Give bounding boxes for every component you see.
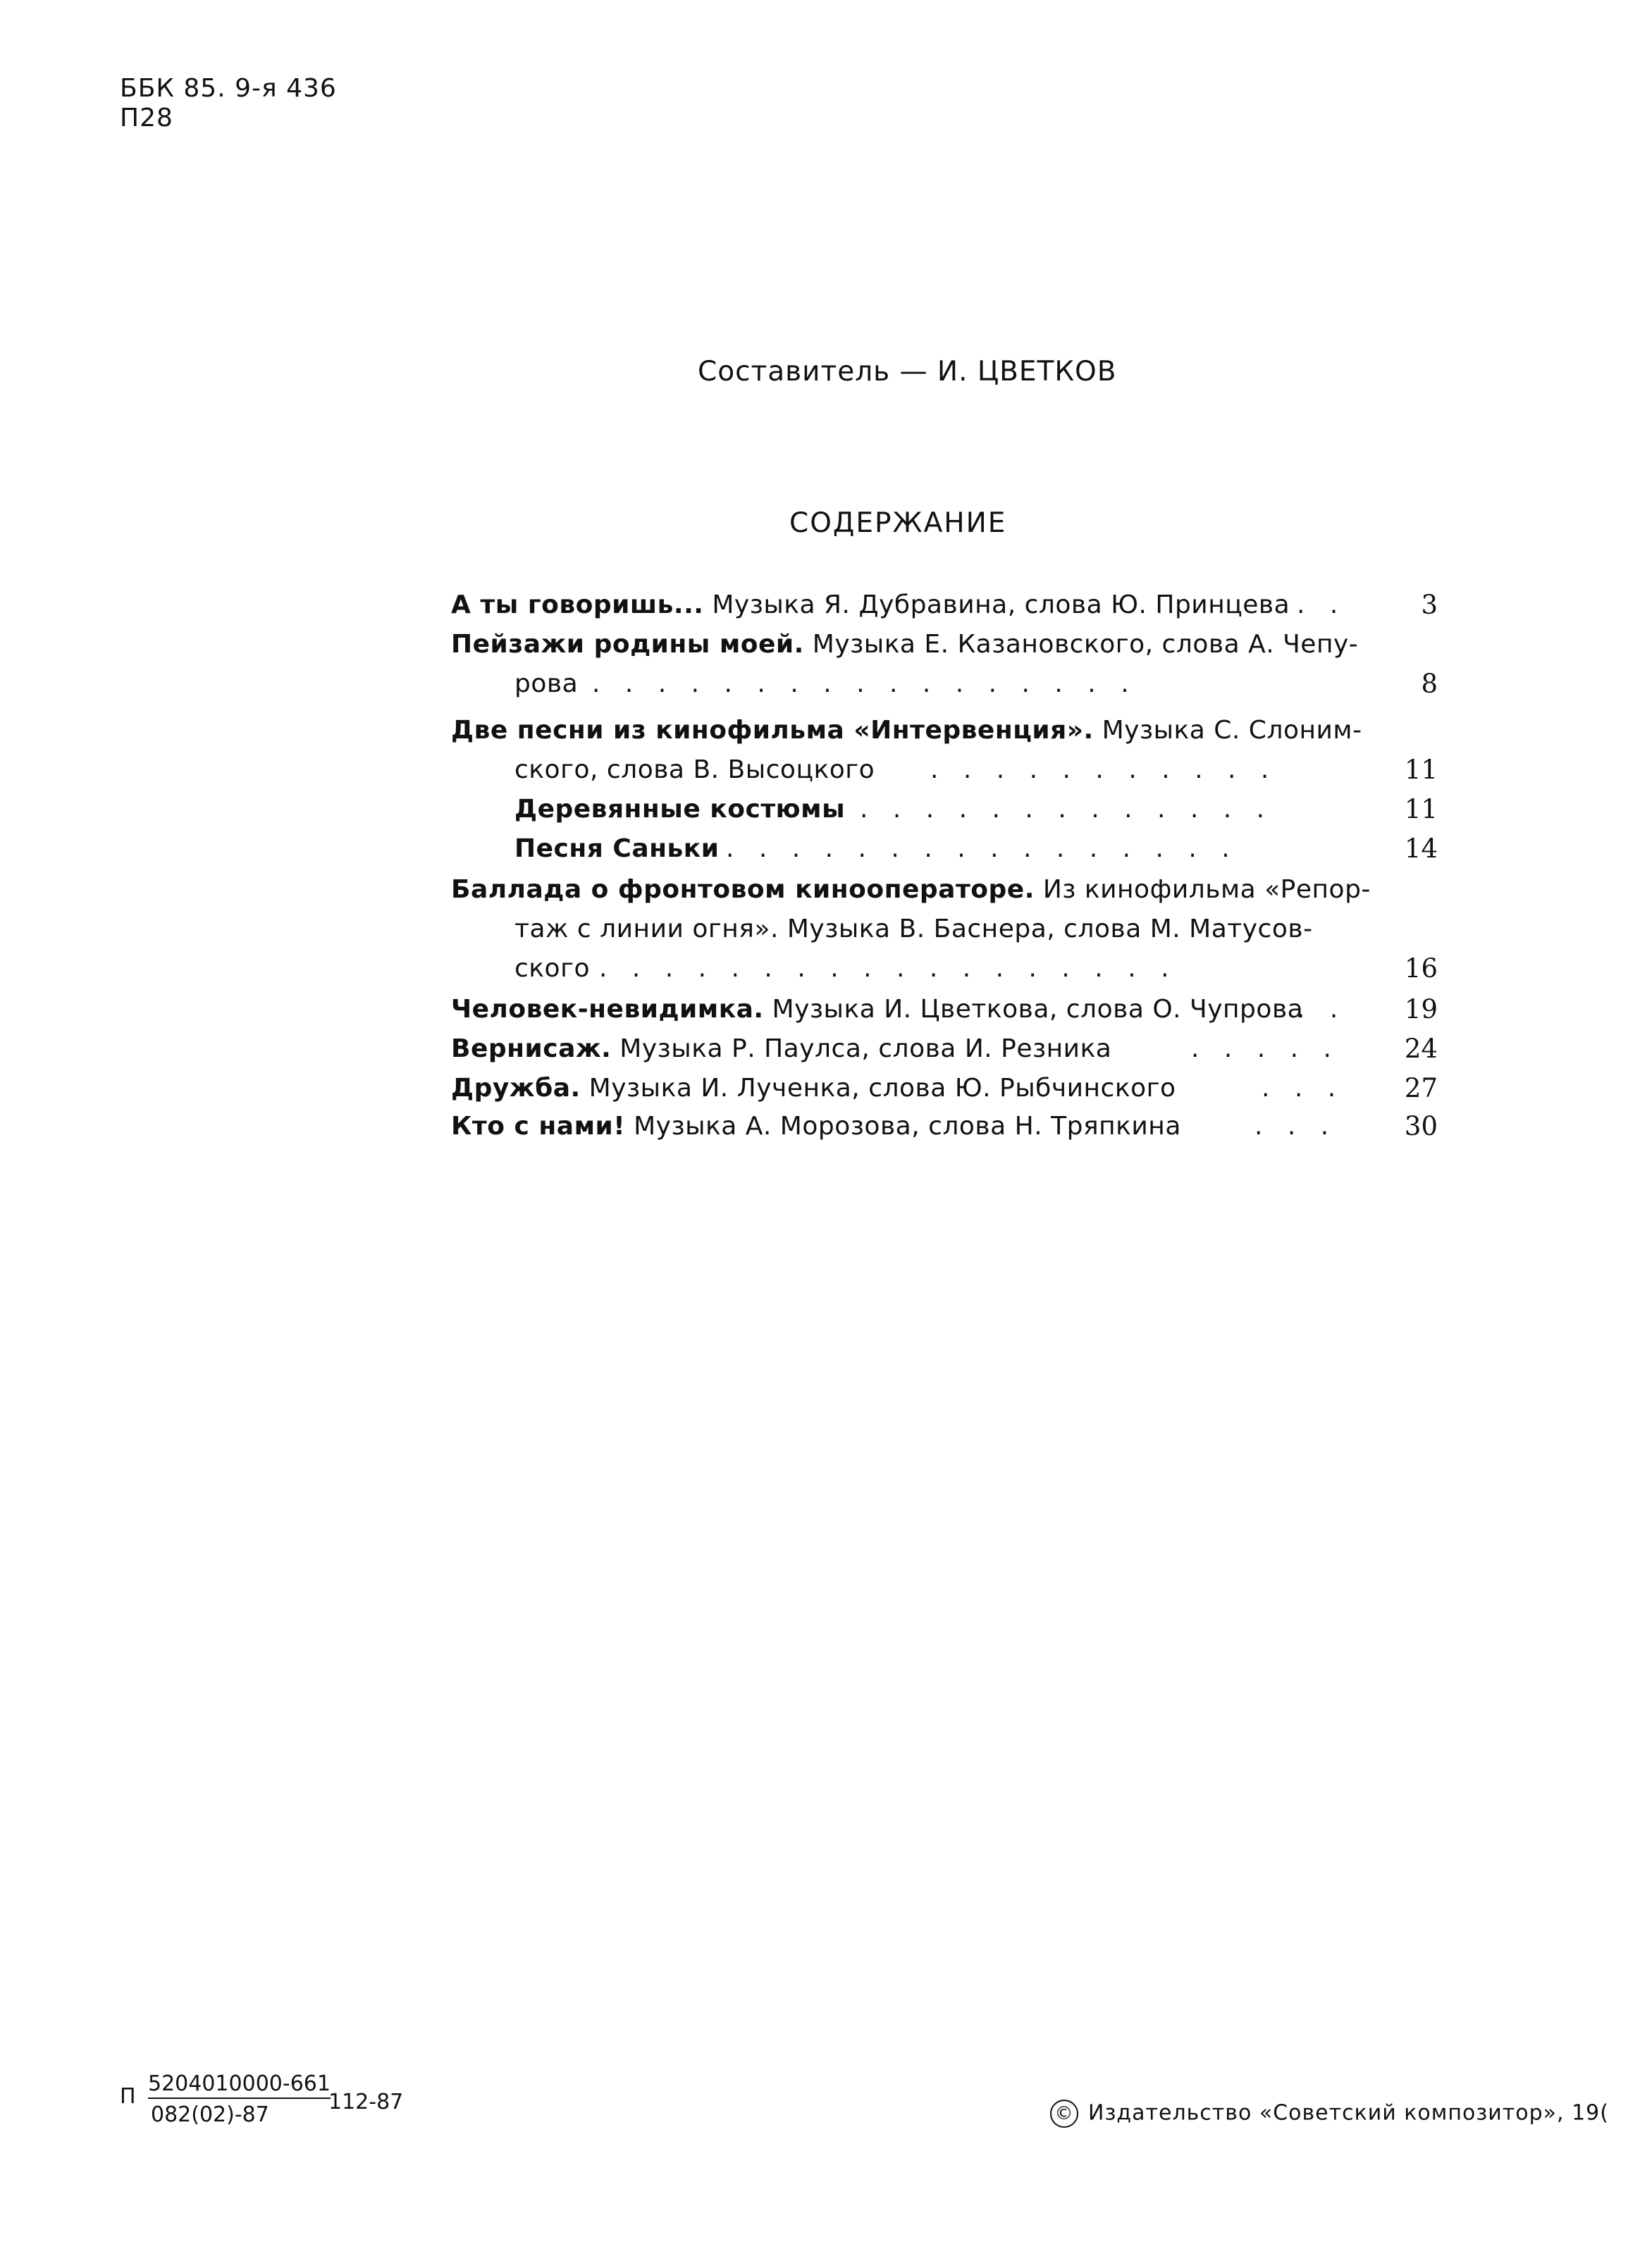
toc-entry-credits: Музыка А. Морозова, слова Н. Тряпкина	[625, 1112, 1181, 1141]
copyright-text: Издательство «Советский композитор», 19(	[1088, 2100, 1609, 2126]
toc-leader-dots: . . .	[1254, 1112, 1338, 1141]
toc-leader-dots: . . . . . . . . . . . . . . . . .	[592, 669, 1137, 698]
toc-page-number: 14	[1404, 834, 1438, 864]
contents-heading: СОДЕРЖАНИЕ	[789, 507, 1007, 539]
toc-leader-dots: . . .	[1262, 1074, 1345, 1103]
publisher-code-denominator: 082(02)-87	[151, 2102, 269, 2127]
toc-leader-dots: . . . . .	[1191, 1034, 1340, 1063]
toc-page-number: 16	[1404, 953, 1438, 984]
toc-entry-title: Дружба.	[451, 1074, 581, 1103]
toc-page-number: 3	[1421, 590, 1438, 620]
publisher-code-prefix: П	[120, 2084, 136, 2109]
toc-entry-continuation	[451, 665, 1438, 703]
toc-entry-credits: таж с линии огня». Музыка В. Баснера, слова М. Матусов-	[514, 915, 1313, 943]
toc-entry	[451, 1108, 1438, 1146]
bbk-line-1: ББК 85. 9-я 436	[120, 74, 337, 103]
toc-leader-dots: . . . . . . . . . . . . .	[860, 795, 1274, 824]
toc-entry-title: Человек-невидимка.	[451, 995, 764, 1024]
toc-entry-title: Вернисаж.	[451, 1034, 612, 1063]
copyright-icon: ©	[1050, 2100, 1078, 2128]
toc-leader-dots: . . . . . . . . . . . . . . . . . .	[599, 954, 1178, 983]
toc-entry-continuation	[451, 910, 1438, 948]
toc-entry-credits: ского	[514, 954, 591, 983]
toc-entry-credits: рова	[514, 669, 579, 698]
toc-entry-continuation	[451, 950, 1438, 988]
toc-entry-title: Деревянные костюмы	[514, 795, 846, 824]
compiler-credit: Составитель — И. ЦВЕТКОВ	[698, 356, 1117, 388]
toc-entry	[451, 626, 1438, 664]
toc-entry-credits: Музыка Я. Дубравина, слова Ю. Принцева	[703, 590, 1290, 619]
toc-leader-dots: . . . . . . . . . . .	[930, 755, 1278, 784]
toc-leader-dots: . .	[1297, 995, 1347, 1024]
toc-entry-credits: ского, слова В. Высоцкого	[514, 755, 875, 784]
toc-entry-title: А ты говоришь...	[451, 590, 704, 619]
toc-entry-credits: Музыка Р. Паулса, слова И. Резника	[611, 1034, 1112, 1063]
toc-entry-title: Две песни из кинофильма «Интервенция».	[451, 716, 1094, 745]
toc-page-number: 30	[1404, 1111, 1438, 1141]
toc-entry-credits: Музыка И. Цветкова, слова О. Чупрова	[763, 995, 1304, 1024]
bbk-code	[120, 74, 337, 133]
toc-page-number: 8	[1421, 669, 1438, 699]
toc-entry	[451, 1070, 1438, 1108]
toc-entry-title: Баллада о фронтовом кинооператоре.	[451, 875, 1035, 904]
copyright-line	[1050, 2100, 1609, 2128]
toc-subentry	[451, 830, 1438, 868]
toc-entry-title: Пейзажи родины моей.	[451, 630, 804, 659]
toc-page-number: 11	[1404, 794, 1438, 824]
toc-page-number: 19	[1404, 994, 1438, 1024]
toc-entry-continuation	[451, 751, 1438, 789]
toc-page-number: 11	[1404, 755, 1438, 785]
toc-entry-credits: Музыка С. Слоним-	[1093, 716, 1362, 745]
toc-entry-credits: Музыка Е. Казановского, слова А. Чепу-	[803, 630, 1359, 659]
toc-entry	[451, 1030, 1438, 1068]
toc-entry-title: Песня Саньки	[514, 834, 720, 863]
toc-page-number: 24	[1404, 1034, 1438, 1064]
toc-entry	[451, 586, 1438, 624]
toc-page-number: 27	[1404, 1073, 1438, 1103]
toc-entry-title: Кто с нами!	[451, 1112, 626, 1141]
toc-entry-credits: Музыка И. Лученка, слова Ю. Рыбчинского	[580, 1074, 1176, 1103]
toc-leader-dots: . . . . . . . . . . . . . . . .	[726, 834, 1238, 863]
publisher-code-numerator: 5204010000-661	[148, 2071, 331, 2099]
publisher-code-suffix: 112-87	[328, 2090, 404, 2114]
toc-entry	[451, 991, 1438, 1029]
toc-entry	[451, 712, 1438, 750]
toc-leader-dots: . .	[1297, 590, 1347, 619]
bbk-line-2: П28	[120, 104, 173, 132]
toc-subentry	[451, 791, 1438, 829]
toc-entry-credits: Из кинофильма «Репор-	[1034, 875, 1371, 904]
toc-entry	[451, 871, 1438, 909]
